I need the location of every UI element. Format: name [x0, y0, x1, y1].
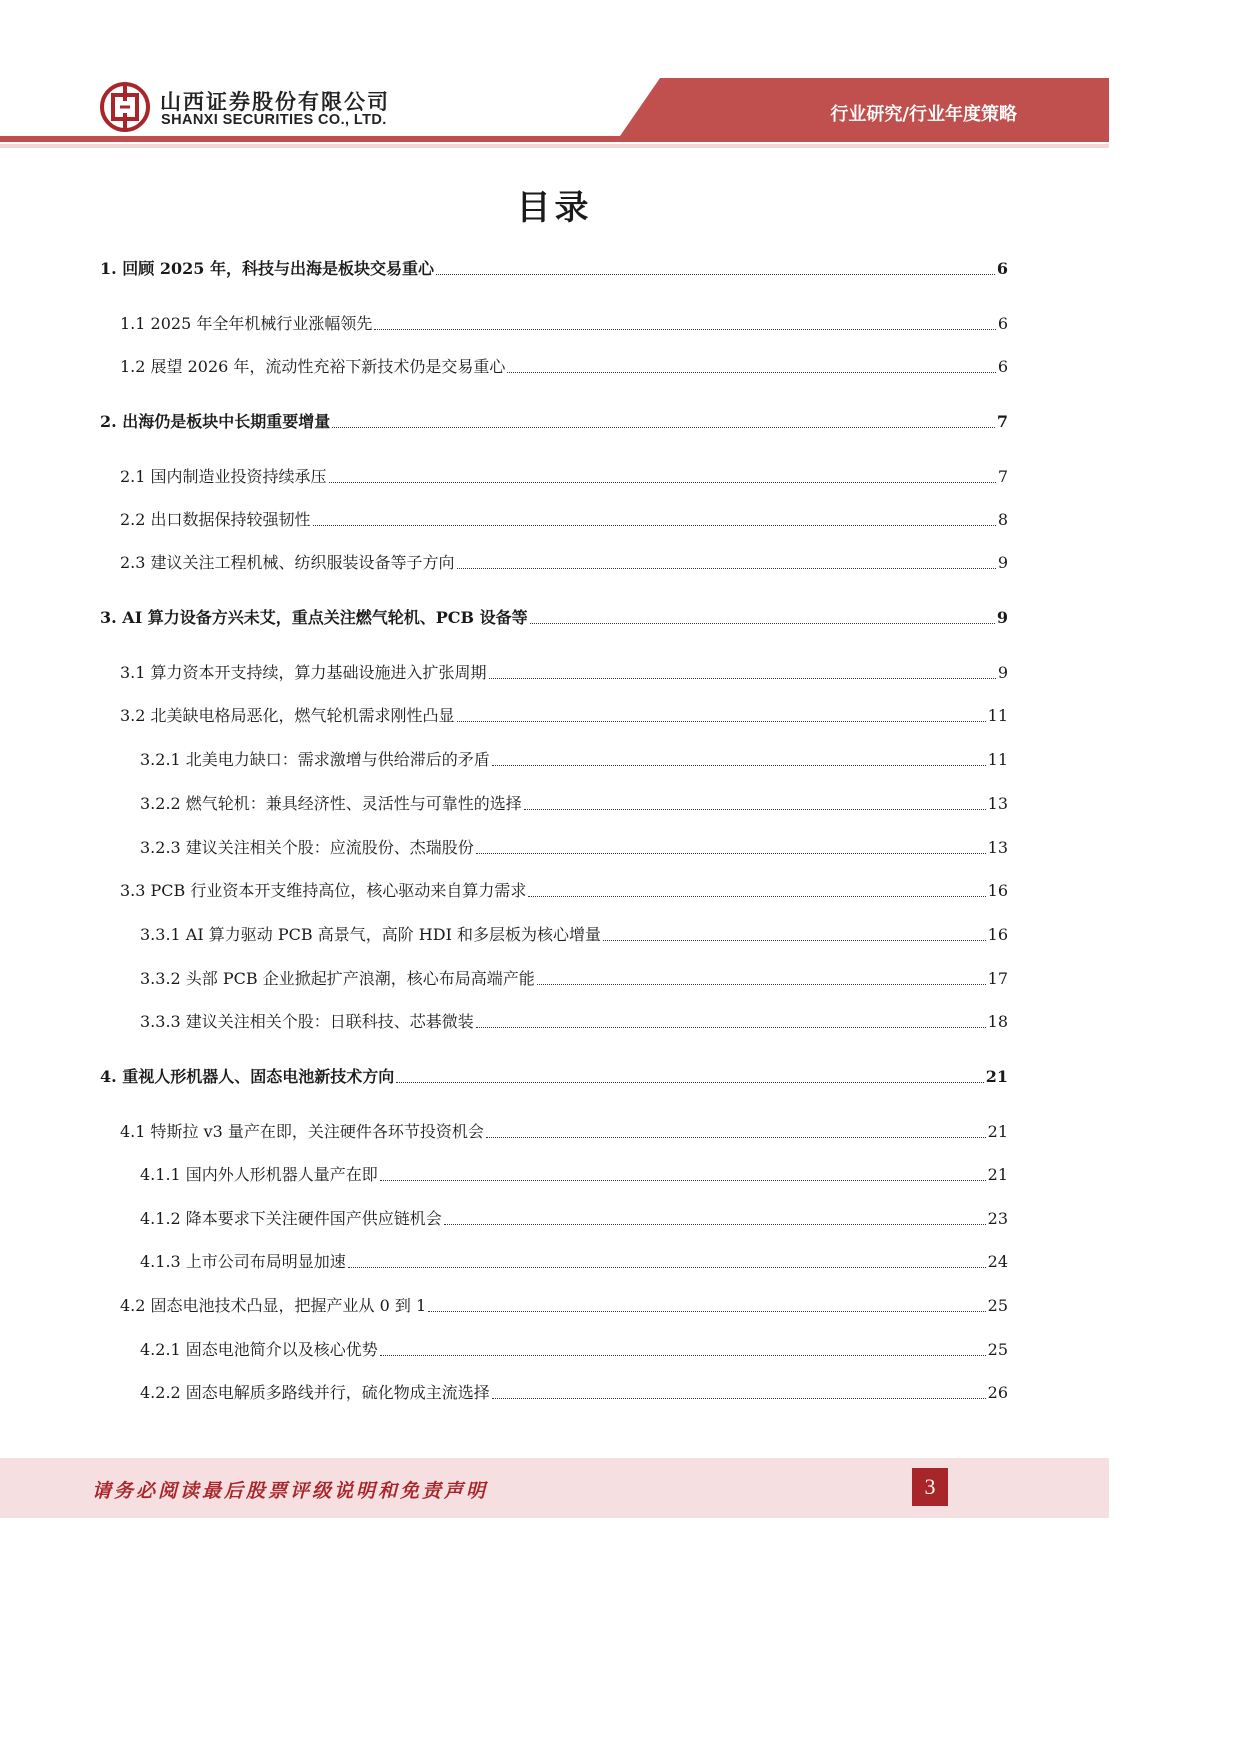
- toc-leader: [348, 1267, 986, 1268]
- toc-entry[interactable]: [120, 1292, 1008, 1316]
- toc-entry[interactable]: [120, 506, 1008, 530]
- toc-leader: [380, 1180, 986, 1181]
- toc-leader: [524, 809, 986, 810]
- toc-entry-label: 2. 出海仍是板块中长期重要增量: [100, 412, 331, 431]
- toc-entry-label: 4.1.1 国内外人形机器人量产在即: [140, 1165, 378, 1184]
- toc-entry-page: 25: [987, 1340, 1008, 1359]
- toc-leader: [329, 482, 996, 483]
- toc-entry-page: 21: [985, 1067, 1008, 1086]
- shanxi-securities-logo-icon: [100, 82, 150, 132]
- toc-leader: [476, 1027, 986, 1028]
- toc-entry[interactable]: [140, 1008, 1008, 1032]
- toc-entry[interactable]: [100, 255, 1008, 279]
- toc-entry-label: 1.2 展望 2026 年，流动性充裕下新技术仍是交易重心: [120, 357, 506, 376]
- toc-leader: [530, 623, 995, 624]
- toc-entry[interactable]: [100, 604, 1008, 628]
- toc-entry-page: 6: [997, 314, 1008, 333]
- toc-entry[interactable]: [140, 965, 1008, 989]
- toc-leader: [313, 525, 996, 526]
- toc-entry[interactable]: [140, 1336, 1008, 1360]
- toc-entry-label: 3.3 PCB 行业资本开支维持高位，核心驱动来自算力需求: [120, 881, 527, 900]
- toc-entry-page: 7: [996, 412, 1008, 431]
- toc-entry[interactable]: [140, 746, 1008, 770]
- toc-leader: [374, 329, 995, 330]
- toc-leader: [492, 1398, 986, 1399]
- toc-entry[interactable]: [120, 702, 1008, 726]
- toc-entry-label: 3.1 算力资本开支持续，算力基础设施进入扩张周期: [120, 663, 487, 682]
- toc-entry-page: 13: [987, 794, 1008, 813]
- toc-entry-label: 2.1 国内制造业投资持续承压: [120, 467, 327, 486]
- toc-leader: [486, 1137, 986, 1138]
- toc-entry[interactable]: [120, 310, 1008, 334]
- toc-entry-page: 26: [987, 1383, 1008, 1402]
- toc-entry-page: 11: [987, 750, 1008, 769]
- toc-entry-label: 3.2.2 燃气轮机：兼具经济性、灵活性与可靠性的选择: [140, 794, 522, 813]
- toc-entry[interactable]: [140, 1161, 1008, 1185]
- toc-leader: [603, 940, 986, 941]
- disclaimer-link[interactable]: 请务必阅读最后股票评级说明和免责声明: [92, 1480, 489, 1502]
- toc-entry-page: 24: [987, 1252, 1008, 1271]
- toc-entry-label: 3.2.3 建议关注相关个股：应流股份、杰瑞股份: [140, 838, 474, 857]
- toc-entry[interactable]: [140, 834, 1008, 858]
- toc-entry[interactable]: [120, 549, 1008, 573]
- toc-entry-page: 17: [987, 969, 1008, 988]
- toc-entry-page: 25: [987, 1296, 1008, 1315]
- toc-entry[interactable]: [100, 408, 1008, 432]
- toc-entry-label: 4.2.2 固态电解质多路线并行，硫化物成主流选择: [140, 1383, 490, 1402]
- toc-entry[interactable]: [120, 877, 1008, 901]
- toc-entry-page: 11: [987, 706, 1008, 725]
- toc-entry-label: 4.1 特斯拉 v3 量产在即，关注硬件各环节投资机会: [120, 1122, 484, 1141]
- toc-entry-label: 4. 重视人形机器人、固态电池新技术方向: [100, 1067, 395, 1086]
- toc-entry-page: 9: [997, 663, 1008, 682]
- toc-leader: [492, 765, 986, 766]
- toc-entry[interactable]: [140, 790, 1008, 814]
- toc-leader: [457, 568, 996, 569]
- toc-leader: [489, 678, 996, 679]
- toc-entry-page: 18: [987, 1012, 1008, 1031]
- toc-entry-label: 4.1.3 上市公司布局明显加速: [140, 1252, 346, 1271]
- toc-entry[interactable]: [140, 1379, 1008, 1403]
- toc-leader: [444, 1224, 986, 1225]
- toc-entry-label: 2.3 建议关注工程机械、纺织服装设备等子方向: [120, 553, 455, 572]
- toc-entry[interactable]: [140, 1205, 1008, 1229]
- toc-entry-label: 3.2.1 北美电力缺口：需求激增与供给滞后的矛盾: [140, 750, 490, 769]
- toc-leader: [476, 853, 986, 854]
- toc-leader: [380, 1355, 986, 1356]
- toc-entry[interactable]: [120, 463, 1008, 487]
- toc-leader: [332, 427, 995, 428]
- toc-entry-page: 21: [987, 1122, 1008, 1141]
- toc-entry-label: 3.3.1 AI 算力驱动 PCB 高景气，高阶 HDI 和多层板为核心增量: [140, 925, 601, 944]
- toc-entry-page: 8: [997, 510, 1008, 529]
- toc-leader: [457, 721, 986, 722]
- toc-leader: [507, 372, 995, 373]
- toc-entry[interactable]: [120, 1118, 1008, 1142]
- toc-entry-label: 4.2.1 固态电池简介以及核心优势: [140, 1340, 378, 1359]
- toc-entry-label: 3.2 北美缺电格局恶化，燃气轮机需求刚性凸显: [120, 706, 455, 725]
- toc-leader: [436, 274, 995, 275]
- toc-entry-page: 16: [987, 881, 1008, 900]
- toc-entry-page: 16: [987, 925, 1008, 944]
- toc-entry-page: 23: [987, 1209, 1008, 1228]
- toc-entry[interactable]: [140, 921, 1008, 945]
- report-category: 行业研究/行业年度策略: [830, 104, 1017, 125]
- page-number: 3: [912, 1468, 948, 1506]
- company-name-cn: 山西证券股份有限公司: [160, 90, 390, 114]
- toc-leader: [528, 896, 985, 897]
- page-header: [0, 0, 1109, 150]
- toc-leader: [537, 984, 986, 985]
- page-title: 目录: [516, 188, 593, 228]
- page-footer: [0, 1458, 1109, 1518]
- company-name-en: SHANXI SECURITIES CO., LTD.: [161, 112, 387, 128]
- toc-entry-page: 9: [996, 608, 1008, 627]
- toc-entry-label: 3.3.3 建议关注相关个股：日联科技、芯碁微装: [140, 1012, 474, 1031]
- toc-entry-page: 13: [987, 838, 1008, 857]
- toc-leader: [396, 1082, 983, 1083]
- toc-entry-label: 4.2 固态电池技术凸显，把握产业从 0 到 1: [120, 1296, 427, 1315]
- toc-entry-label: 2.2 出口数据保持较强韧性: [120, 510, 311, 529]
- toc-entry-label: 1. 回顾 2025 年，科技与出海是板块交易重心: [100, 259, 434, 278]
- toc-entry-page: 6: [996, 259, 1008, 278]
- toc-leader: [428, 1311, 985, 1312]
- toc-entry[interactable]: [120, 353, 1008, 377]
- toc-entry-label: 4.1.2 降本要求下关注硬件国产供应链机会: [140, 1209, 442, 1228]
- toc-entry-label: 3. AI 算力设备方兴未艾，重点关注燃气轮机、PCB 设备等: [100, 608, 528, 627]
- toc-entry[interactable]: [140, 1248, 1008, 1272]
- toc-entry-page: 6: [997, 357, 1008, 376]
- toc-entry-page: 7: [997, 467, 1008, 486]
- toc-entry-label: 1.1 2025 年全年机械行业涨幅领先: [120, 314, 373, 333]
- toc-entry-page: 9: [997, 553, 1008, 572]
- toc-entry[interactable]: [120, 659, 1008, 683]
- toc-entry-label: 3.3.2 头部 PCB 企业掀起扩产浪潮，核心布局高端产能: [140, 969, 535, 988]
- toc-entry[interactable]: [100, 1063, 1008, 1087]
- toc-entry-page: 21: [987, 1165, 1008, 1184]
